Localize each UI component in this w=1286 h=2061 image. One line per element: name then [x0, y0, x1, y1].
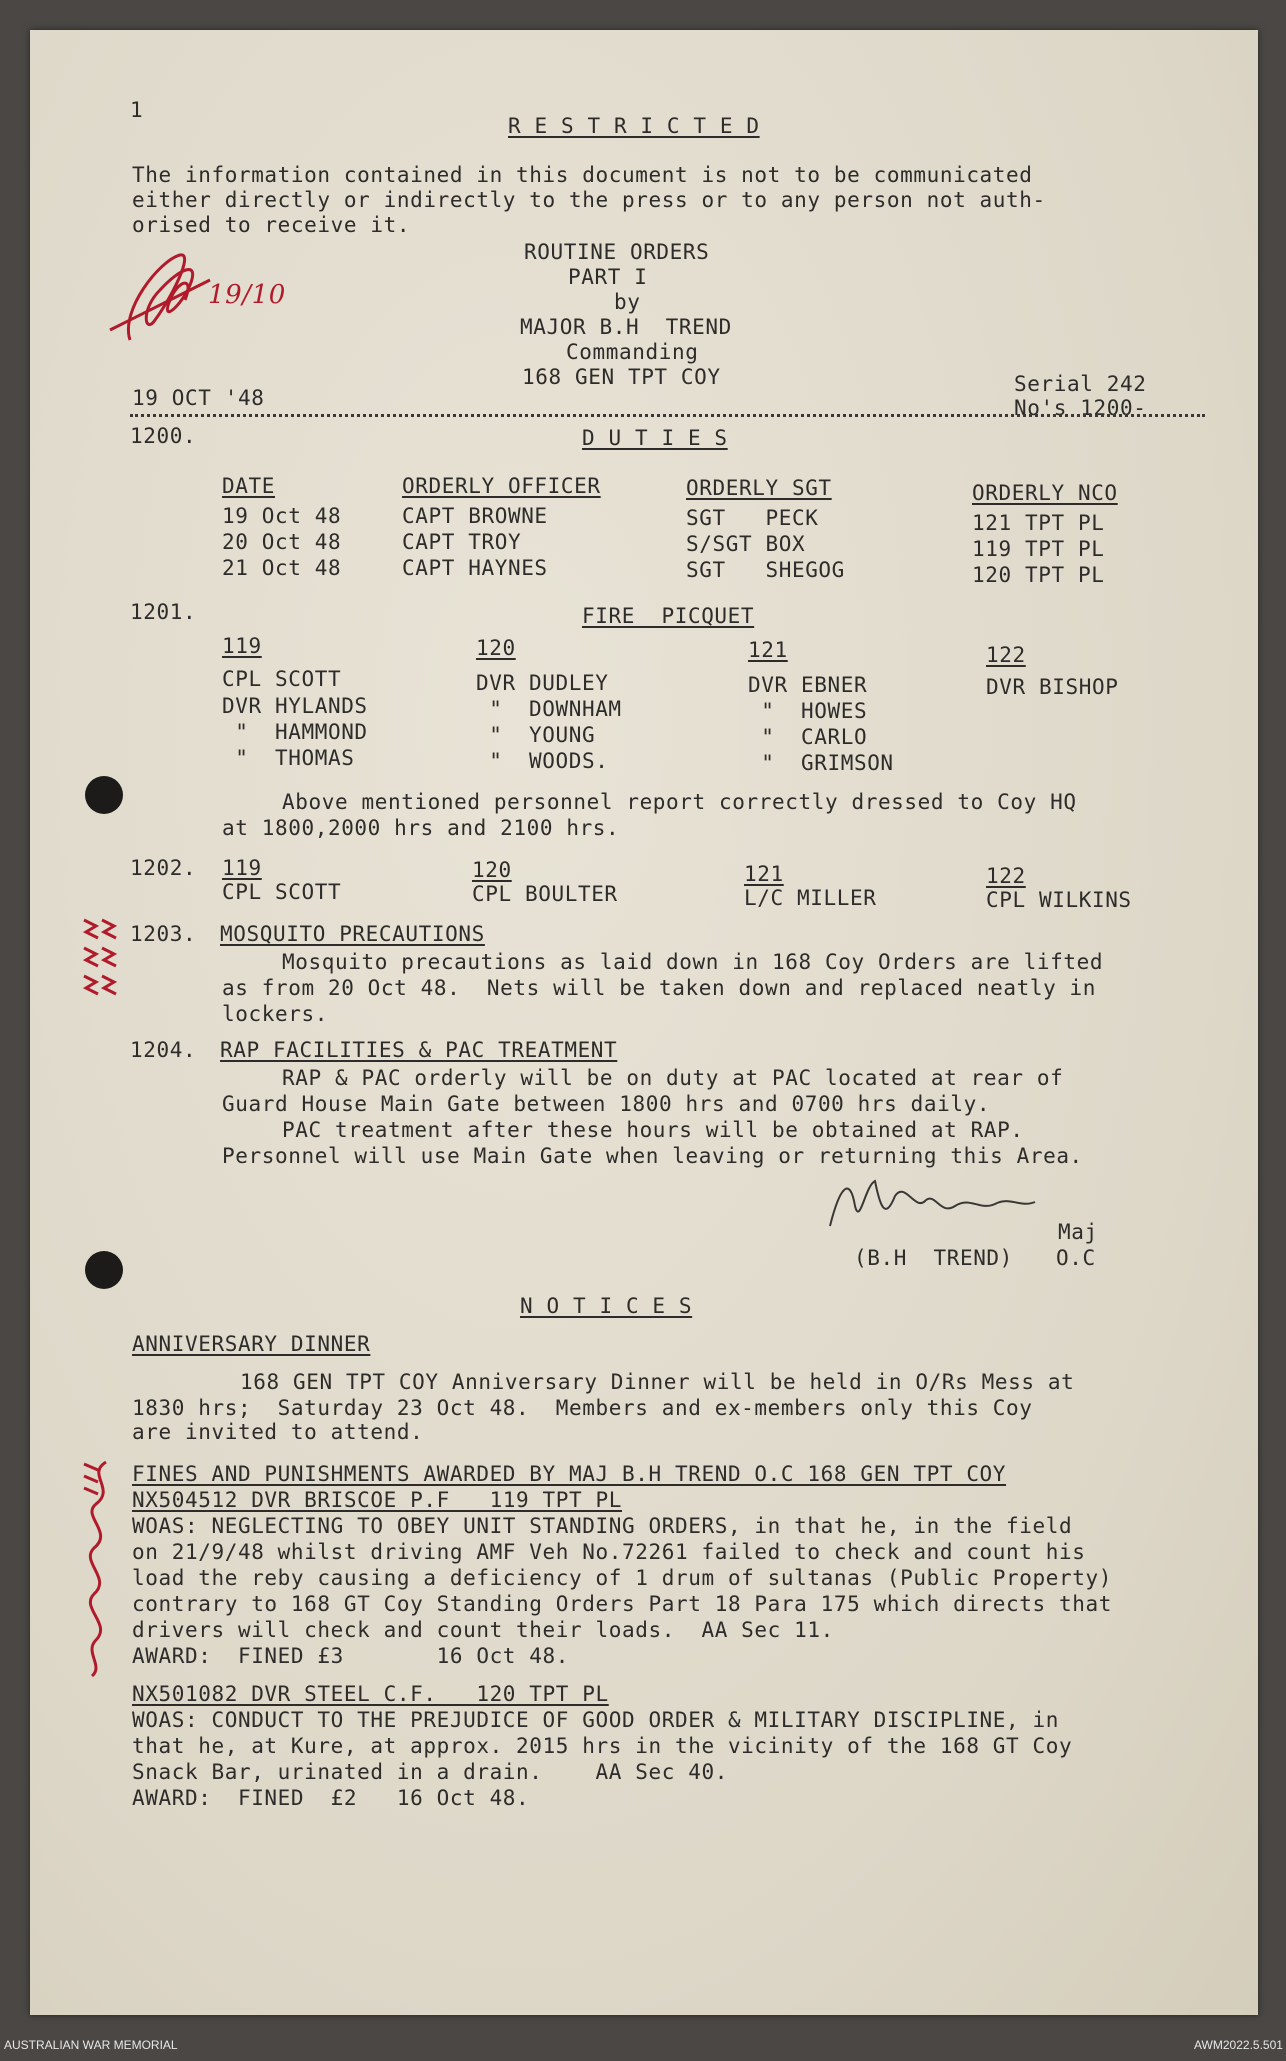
charge-line: load the reby causing a deficiency of 1 drum of sultanas (Public Property) [132, 1566, 1112, 1590]
initials-date: 19/10 [208, 280, 286, 310]
signatory-rank: Maj [1058, 1220, 1098, 1244]
punch-hole [85, 1251, 123, 1289]
serial-number: Serial 242 [1014, 372, 1147, 396]
charge-line: Snack Bar, urinated in a drain. AA Sec 40. [132, 1760, 728, 1784]
column-header: DATE [222, 474, 275, 498]
notice-heading: ANNIVERSARY DINNER [132, 1332, 371, 1356]
picquet-note: Above mentioned personnel report correctly dressed to Coy HQ [282, 790, 1077, 814]
duty-officer: CAPT TROY [402, 530, 522, 554]
soldier-line: NX504512 DVR BRISCOE P.F 119 TPT PL [132, 1488, 622, 1512]
soldier-line: NX501082 DVR STEEL C.F. 120 TPT PL [132, 1682, 609, 1706]
body-line: lockers. [222, 1002, 328, 1026]
dotted-divider [130, 414, 1205, 417]
red-margin-mark [76, 1454, 126, 1680]
charge-line: drivers will check and count their loads. AA Sec 11. [132, 1618, 834, 1642]
picquet-member: " YOUNG [476, 723, 596, 747]
notice-line: either directly or indirectly to the press or to any person not auth- [132, 188, 1046, 212]
body-line: as from 20 Oct 48. Nets will be taken down and replaced neatly in [222, 976, 1097, 1000]
unit-number: 120 [472, 858, 512, 882]
picquet-member: " CARLO [748, 725, 868, 749]
punch-hole [85, 776, 123, 814]
section-heading: MOSQUITO PRECAUTIONS [220, 922, 485, 946]
signatory-appointment: O.C [1056, 1246, 1096, 1270]
title-line: ROUTINE ORDERS [524, 240, 710, 264]
picquet-member: DVR BISHOP [986, 675, 1119, 699]
unit-number: 119 [222, 634, 262, 658]
section-heading: RAP FACILITIES & PAC TREATMENT [220, 1038, 618, 1062]
duty-name: CPL SCOTT [222, 880, 342, 904]
notice-line: are invited to attend. [132, 1420, 424, 1444]
picquet-member: " HAMMOND [222, 720, 368, 744]
title-line: Commanding [566, 340, 699, 364]
picquet-member: CPL SCOTT [222, 667, 342, 691]
charge-line: that he, at Kure, at approx. 2015 hrs in the vicinity of the 168 GT Coy [132, 1734, 1073, 1758]
title-line: PART I [568, 265, 648, 289]
duty-nco: 120 TPT PL [972, 563, 1105, 587]
duty-name: CPL WILKINS [986, 888, 1132, 912]
notice-line: 1830 hrs; Saturday 23 Oct 48. Members and ex-members only this Coy [132, 1396, 1033, 1420]
duty-nco: 119 TPT PL [972, 537, 1105, 561]
unit-number: 122 [986, 643, 1026, 667]
duty-name: L/C MILLER [744, 886, 877, 910]
picquet-member: " HOWES [748, 699, 868, 723]
unit-number: 122 [986, 864, 1026, 888]
unit-number: 121 [744, 862, 784, 886]
picquet-member: " GRIMSON [748, 751, 894, 775]
award-line: AWARD: FINED £3 16 Oct 48. [132, 1644, 570, 1668]
body-line: PAC treatment after these hours will be obtained at RAP. [282, 1118, 1024, 1142]
item-number: 1203. [130, 922, 197, 946]
picquet-member: " THOMAS [222, 746, 355, 770]
notice-line: orised to receive it. [132, 213, 411, 237]
picquet-member: " DOWNHAM [476, 697, 622, 721]
duty-sgt: SGT SHEGOG [686, 558, 845, 582]
body-line: Mosquito precautions as laid down in 168 Coy Orders are lifted [282, 950, 1104, 974]
picquet-member: DVR DUDLEY [476, 671, 609, 695]
duty-sgt: SGT PECK [686, 506, 819, 530]
section-heading: FIRE PICQUET [582, 604, 755, 628]
body-line: Guard House Main Gate between 1800 hrs and 0700 hrs daily. [222, 1092, 991, 1116]
red-tick-marks [78, 912, 120, 1002]
handwritten-signature [820, 1166, 1050, 1236]
column-header: ORDERLY SGT [686, 476, 832, 500]
duty-date: 19 Oct 48 [222, 504, 342, 528]
signatory-name: (B.H TREND) [854, 1246, 1013, 1270]
picquet-member: " WOODS. [476, 749, 609, 773]
order-date: 19 OCT '48 [132, 386, 265, 410]
picquet-member: DVR EBNER [748, 673, 868, 697]
item-number: 1204. [130, 1038, 197, 1062]
item-number: 1202. [130, 856, 197, 880]
footer-credit: AUSTRALIAN WAR MEMORIAL [4, 2038, 178, 2052]
picquet-note: at 1800,2000 hrs and 2100 hrs. [222, 816, 620, 840]
charge-line: WOAS: NEGLECTING TO OBEY UNIT STANDING ORDERS, in that he, in the field [132, 1514, 1073, 1538]
charge-line: on 21/9/48 whilst driving AMF Veh No.72261 failed to check and count his [132, 1540, 1086, 1564]
notice-line: The information contained in this document is not to be communicated [132, 163, 1033, 187]
unit-number: 121 [748, 638, 788, 662]
fines-heading: FINES AND PUNISHMENTS AWARDED BY MAJ B.H TREND O.C 168 GEN TPT COY [132, 1462, 1007, 1486]
picquet-member: DVR HYLANDS [222, 694, 368, 718]
column-header: ORDERLY NCO [972, 481, 1118, 505]
title-line: 168 GEN TPT COY [522, 365, 721, 389]
duty-nco: 121 TPT PL [972, 511, 1105, 535]
duty-officer: CAPT HAYNES [402, 556, 548, 580]
body-line: RAP & PAC orderly will be on duty at PAC located at rear of [282, 1066, 1064, 1090]
page-marker: 1 [130, 98, 144, 122]
duty-officer: CAPT BROWNE [402, 504, 548, 528]
classification: R E S T R I C T E D [508, 114, 760, 138]
award-line: AWARD: FINED £2 16 Oct 48. [132, 1786, 530, 1810]
duty-date: 21 Oct 48 [222, 556, 342, 580]
footer-accession: AWM2022.5.501 [1194, 2038, 1283, 2052]
unit-number: 120 [476, 636, 516, 660]
notice-line: 168 GEN TPT COY Anniversary Dinner will be held in O/Rs Mess at [240, 1370, 1075, 1394]
section-heading: N O T I C E S [520, 1294, 693, 1318]
body-line: Personnel will use Main Gate when leaving or returning this Area. [222, 1144, 1083, 1168]
duty-name: CPL BOULTER [472, 882, 618, 906]
title-line: MAJOR B.H TREND [520, 315, 732, 339]
title-line: by [614, 290, 641, 314]
column-header: ORDERLY OFFICER [402, 474, 601, 498]
item-number: 1200. [130, 424, 197, 448]
charge-line: contrary to 168 GT Coy Standing Orders Part 18 Para 175 which directs that [132, 1592, 1112, 1616]
duty-date: 20 Oct 48 [222, 530, 342, 554]
unit-number: 119 [222, 856, 262, 880]
section-heading: D U T I E S [582, 426, 728, 450]
item-number: 1201. [130, 600, 197, 624]
order-nos: No's 1200- [1014, 396, 1147, 420]
duty-sgt: S/SGT BOX [686, 532, 806, 556]
charge-line: WOAS: CONDUCT TO THE PREJUDICE OF GOOD ORDER & MILITARY DISCIPLINE, in [132, 1708, 1060, 1732]
